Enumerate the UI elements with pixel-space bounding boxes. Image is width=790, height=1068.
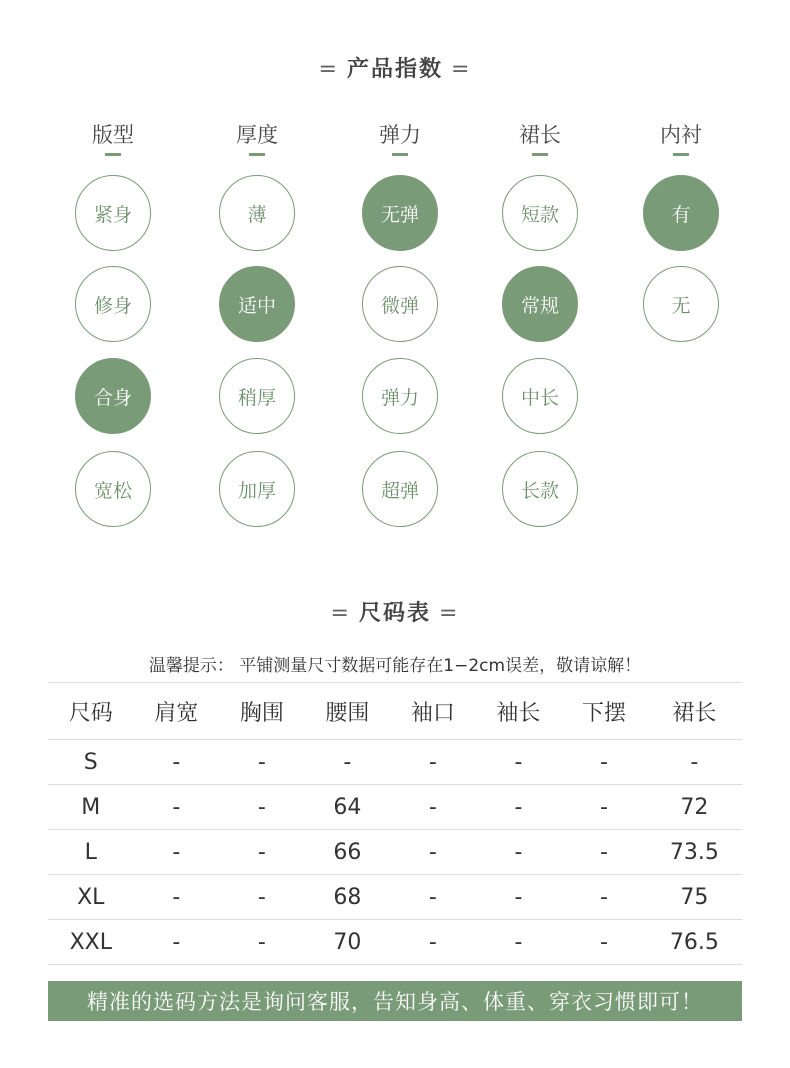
cell: - [390, 875, 476, 920]
option-fit-slim: 修身 [75, 266, 151, 342]
cell: L [48, 830, 134, 875]
title-deco-left: = [318, 57, 339, 82]
cell: - [134, 740, 220, 785]
column-header-fit: 版型 [92, 123, 134, 147]
option-fit-tight: 紧身 [75, 175, 151, 251]
table-row [48, 830, 742, 875]
column-underline [532, 153, 548, 156]
header-sleeve: 袖长 [476, 683, 562, 740]
cell: 70 [305, 920, 391, 965]
cell: 73.5 [647, 830, 742, 875]
header-shoulder: 肩宽 [134, 683, 220, 740]
option-length-short: 短款 [502, 175, 578, 251]
option-length-long: 长款 [502, 451, 578, 527]
cell: - [305, 740, 391, 785]
cell: - [647, 740, 742, 785]
option-elasticity-none: 无弹 [362, 175, 438, 251]
table-row [48, 740, 742, 785]
option-length-regular: 常规 [502, 266, 578, 342]
column-header-thickness: 厚度 [236, 123, 278, 147]
table-row [48, 875, 742, 920]
cell: XXL [48, 920, 134, 965]
option-lining-yes: 有 [643, 175, 719, 251]
cell: 75 [647, 875, 742, 920]
cell: - [561, 920, 647, 965]
cell: 72 [647, 785, 742, 830]
cell: - [476, 920, 562, 965]
cell: - [134, 875, 220, 920]
column-underline [105, 153, 121, 156]
cell: XL [48, 875, 134, 920]
product-index-title-text: 产品指数 [346, 57, 443, 82]
header-bust: 胸围 [219, 683, 305, 740]
cell: - [134, 920, 220, 965]
cell: - [390, 740, 476, 785]
column-header-lining: 内衬 [660, 123, 702, 147]
cell: - [390, 920, 476, 965]
cell: M [48, 785, 134, 830]
title-deco-right: = [451, 57, 472, 82]
cell: 68 [305, 875, 391, 920]
table-row [48, 920, 742, 965]
cell: - [390, 785, 476, 830]
size-chart-title-text: 尺码表 [358, 601, 431, 626]
cell: - [561, 830, 647, 875]
option-fit-regular: 合身 [75, 358, 151, 434]
option-thickness-thick: 加厚 [219, 451, 295, 527]
measurement-tip: 温馨提示： 平铺测量尺寸数据可能存在1−2cm误差，敬请谅解！ [148, 656, 642, 676]
cell: 64 [305, 785, 391, 830]
column-underline [392, 153, 408, 156]
cell: - [134, 785, 220, 830]
cell: - [476, 740, 562, 785]
option-thickness-medium: 适中 [219, 266, 295, 342]
cell: - [390, 830, 476, 875]
option-lining-no: 无 [643, 266, 719, 342]
cell: - [219, 920, 305, 965]
option-fit-loose: 宽松 [75, 451, 151, 527]
header-cuff: 袖口 [390, 683, 476, 740]
size-table-header [48, 683, 742, 740]
column-header-elasticity: 弹力 [379, 123, 421, 147]
cell: - [561, 785, 647, 830]
cell: - [219, 830, 305, 875]
option-thickness-thin: 薄 [219, 175, 295, 251]
column-underline [673, 153, 689, 156]
header-size: 尺码 [48, 683, 134, 740]
cell: - [134, 830, 220, 875]
size-table [48, 682, 742, 965]
option-elasticity-super: 超弹 [362, 451, 438, 527]
cell: - [219, 875, 305, 920]
cell: S [48, 740, 134, 785]
cell: - [476, 830, 562, 875]
cell: - [561, 740, 647, 785]
header-waist: 腰围 [305, 683, 391, 740]
option-elasticity-slight: 微弹 [362, 266, 438, 342]
title-deco-left: = [330, 601, 351, 626]
column-underline [249, 153, 265, 156]
sizing-advice-banner: 精准的选码方法是询问客服，告知身高、体重、穿衣习惯即可！ [48, 981, 742, 1021]
header-hem: 下摆 [561, 683, 647, 740]
column-header-skirt-length: 裙长 [519, 123, 561, 147]
cell: - [219, 740, 305, 785]
cell: - [476, 875, 562, 920]
cell: - [219, 785, 305, 830]
size-chart-title [0, 596, 790, 627]
header-skirt-length: 裙长 [647, 683, 742, 740]
cell: 66 [305, 830, 391, 875]
product-index-title [0, 52, 790, 83]
title-deco-right: = [439, 601, 460, 626]
cell: - [476, 785, 562, 830]
option-length-midi: 中长 [502, 358, 578, 434]
table-row [48, 785, 742, 830]
option-thickness-thicker: 稍厚 [219, 358, 295, 434]
cell: - [561, 875, 647, 920]
cell: 76.5 [647, 920, 742, 965]
option-elasticity-elastic: 弹力 [362, 358, 438, 434]
